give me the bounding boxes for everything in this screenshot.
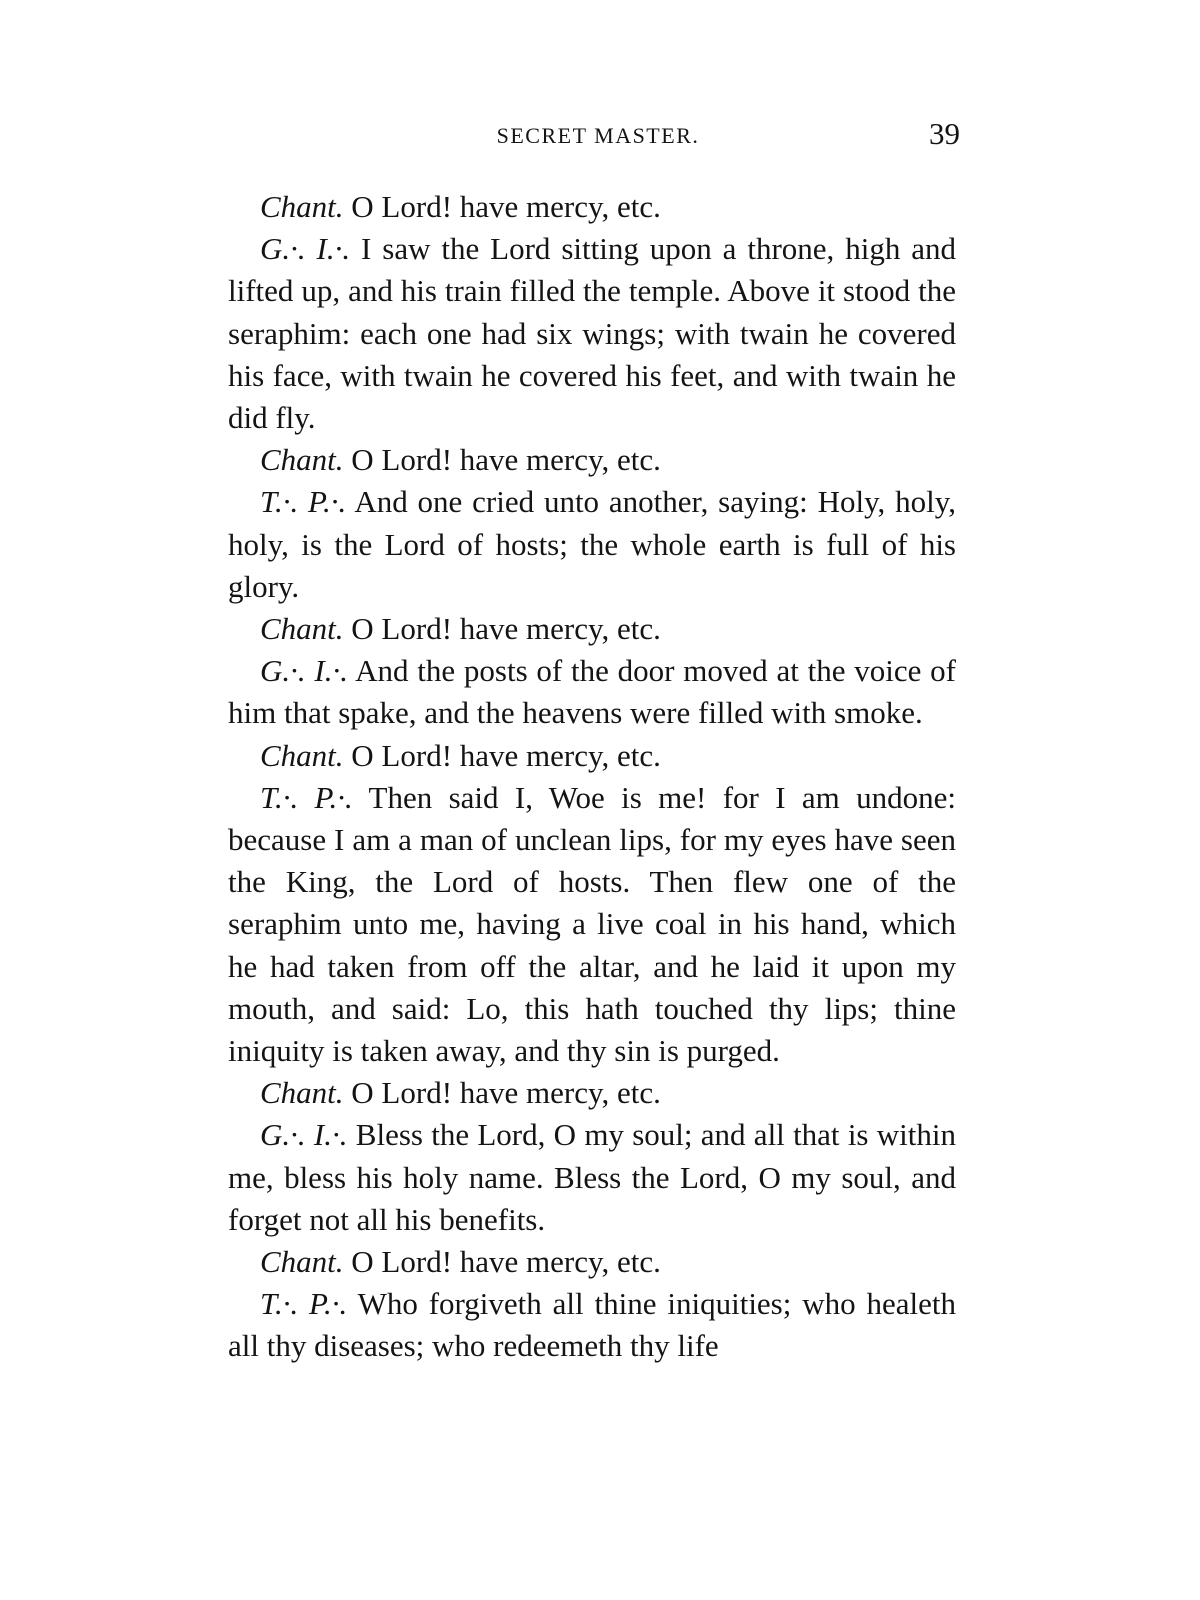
running-head (228, 116, 968, 156)
page-number: 39 (929, 116, 960, 151)
speech-text: O Lord! have mercy, etc. (343, 611, 661, 647)
speaker-label: T.·. P.·. (260, 484, 347, 520)
speech-text: And the posts of the door moved at the voice of him that spake, and the heavens were filled with smoke. (228, 653, 956, 731)
paragraph (228, 1241, 956, 1283)
speaker-label: Chant. (260, 189, 344, 224)
paragraph (228, 608, 956, 650)
speech-text: And one cried unto another, saying: Holy, holy, holy, is the Lord of hosts; the whole earth is full of his glory. (228, 484, 956, 604)
paragraph (228, 186, 956, 228)
speech-text: Then said I, Woe is me! for I am undone: because I am a man of unclean lips, for my eyes have seen the King, the Lord of hosts. Then flew one of the seraphim unto me, having a live coal in his hand, which he had taken from off the altar, and he laid it upon my mouth, and said: Lo, this hath touched thy lips; thine iniquity is taken away, and thy sin is purged. (228, 779, 956, 1069)
speech-text: Bless the Lord, O my soul; and all that is within me, bless his holy name. Bless the Lord, O my soul, and forget not all his benefits. (228, 1117, 957, 1237)
paragraph (228, 650, 956, 734)
speech-text: O Lord! have mercy, etc. (343, 1244, 661, 1280)
speech-text: O Lord! have mercy, etc. (343, 442, 661, 478)
paragraph (228, 1114, 956, 1241)
paragraph (228, 735, 956, 777)
paragraph (228, 481, 956, 608)
speech-text: Who forgiveth all thine iniquities; who healeth all thy diseases; who redeemeth thy life (228, 1286, 956, 1364)
speaker-label: Chant. (260, 611, 344, 647)
speaker-label: T.·. P.·. (260, 1286, 348, 1322)
speaker-label: G.·. I.·. (260, 1117, 348, 1153)
paragraph (228, 228, 956, 439)
paragraph (228, 1283, 956, 1367)
speaker-label: Chant. (260, 442, 344, 478)
speech-text: O Lord! have mercy, etc. (343, 1075, 661, 1111)
speaker-label: T.·. P.·. (260, 779, 353, 815)
page-body (228, 186, 956, 1368)
speaker-label: G.·. I.·. (260, 653, 348, 689)
paragraph (228, 777, 956, 1072)
speech-text: O Lord! have mercy, etc. (343, 737, 661, 773)
speech-text: I saw the Lord sitting upon a throne, high and lifted up, and his train filled the temple. Above it stood the seraphim: each one had six wings; with twain he covered his face, with twain he covered his feet, and with twain he did fly. (228, 231, 956, 436)
paragraph (228, 1072, 956, 1114)
paragraph (228, 439, 956, 481)
speaker-label: Chant. (260, 1244, 344, 1280)
speaker-label: G.·. I.·. (260, 231, 351, 267)
speaker-label: Chant. (260, 1075, 344, 1111)
running-title: SECRET MASTER. (496, 123, 700, 148)
speech-text: O Lord! have mercy, etc. (343, 189, 661, 224)
speaker-label: Chant. (260, 737, 344, 773)
